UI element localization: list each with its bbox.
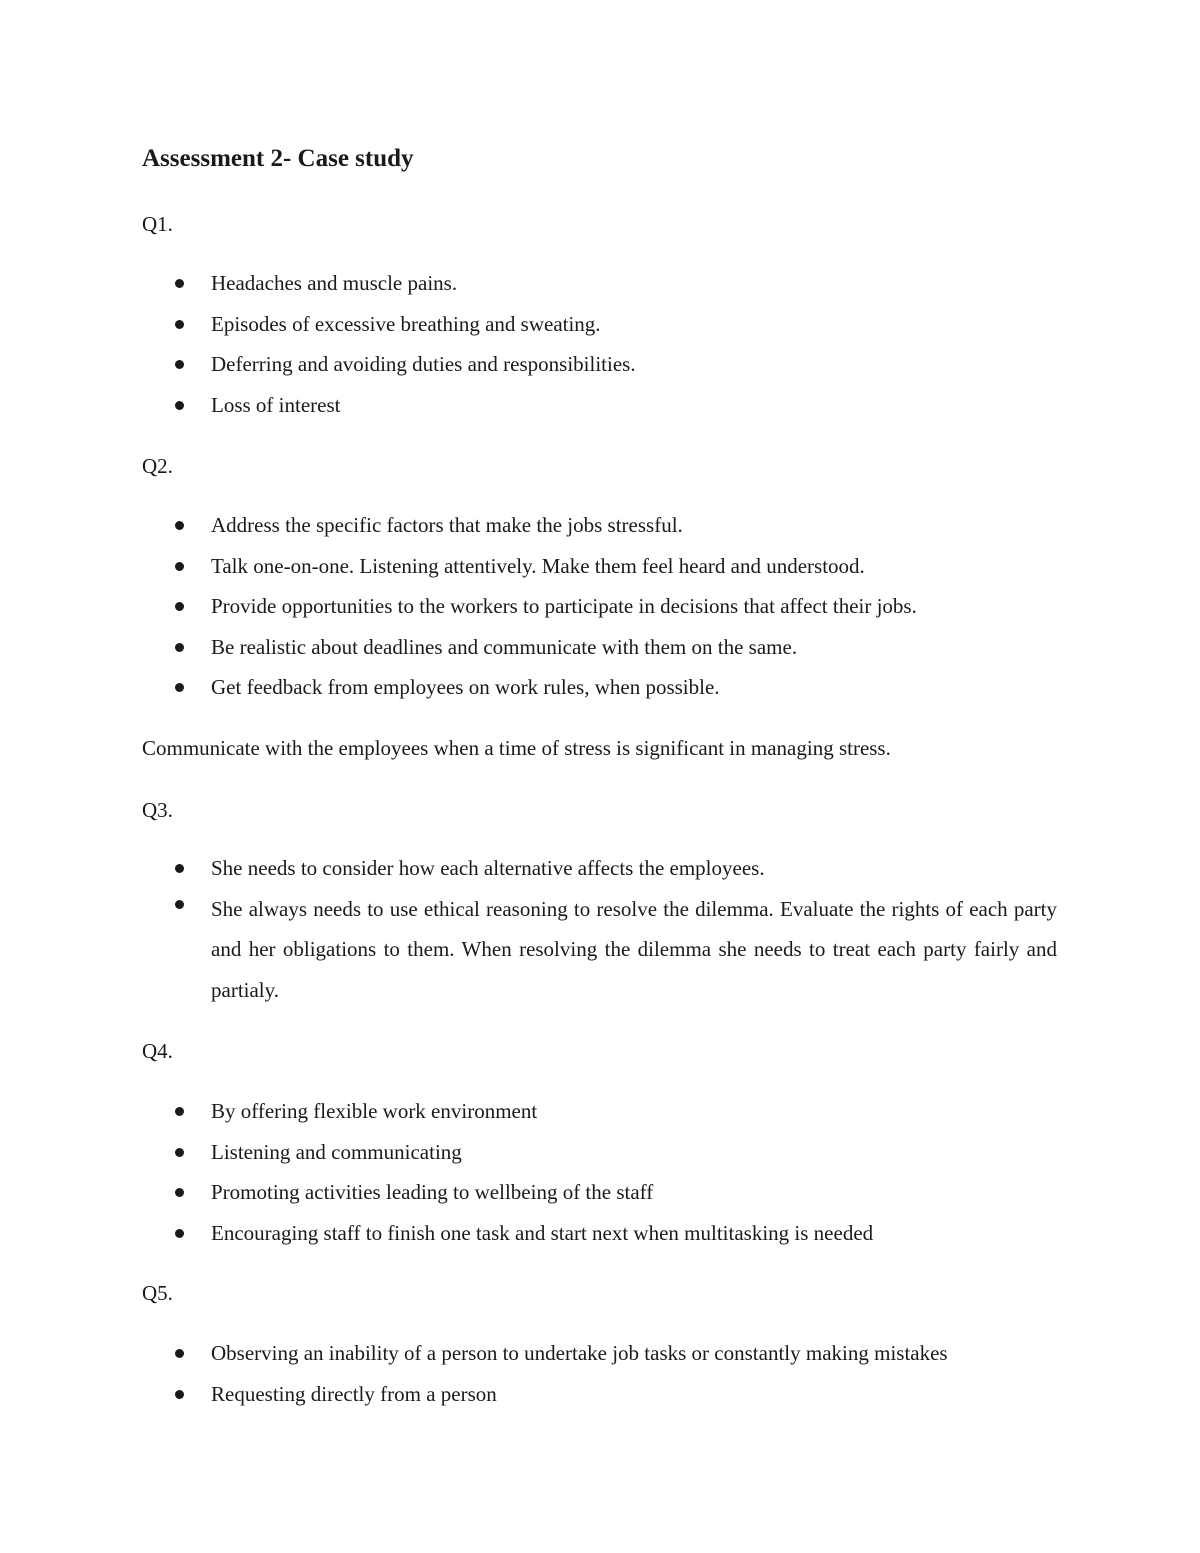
list-item: Encouraging staff to finish one task and start next when multitasking is needed (0, 1218, 1200, 1259)
list-item: Address the specific factors that make the jobs stressful. (0, 510, 1200, 551)
bullet-icon (175, 1229, 184, 1238)
list-item: Be realistic about deadlines and communicate with them on the same. (0, 632, 1200, 673)
answer-list-q2 (0, 510, 1200, 713)
list-item: Observing an inability of a person to undertake job tasks or constantly making mistakes (0, 1338, 1200, 1379)
list-item: She always needs to use ethical reasoning to resolve the dilemma. Evaluate the rights of each party and her obligations to them. When resolving the dilemma she needs to treat each party fairly and partialy. (0, 889, 1200, 1011)
question-label-q4: Q4. (142, 1039, 173, 1063)
answer-list-q5 (0, 1338, 1200, 1419)
question-label-q2: Q2. (142, 454, 173, 478)
list-item: Deferring and avoiding duties and responsibilities. (0, 349, 1200, 390)
list-item: Promoting activities leading to wellbeing of the staff (0, 1177, 1200, 1218)
question-label-q3: Q3. (142, 798, 173, 822)
list-item: Get feedback from employees on work rules, when possible. (0, 672, 1200, 713)
answer-list-q1 (0, 268, 1200, 430)
bullet-icon (175, 1148, 184, 1157)
list-item: Provide opportunities to the workers to participate in decisions that affect their jobs. (0, 591, 1200, 632)
bullet-icon (175, 279, 184, 288)
bullet-icon (175, 1349, 184, 1358)
bullet-icon (175, 864, 184, 873)
list-item: Loss of interest (0, 390, 1200, 431)
list-item: Headaches and muscle pains. (0, 268, 1200, 309)
bullet-icon (175, 1390, 184, 1399)
bullet-icon (175, 360, 184, 369)
list-item: Episodes of excessive breathing and sweating. (0, 309, 1200, 350)
bullet-icon (175, 602, 184, 611)
list-item: By offering flexible work environment (0, 1096, 1200, 1137)
bullet-icon (175, 562, 184, 571)
list-item: Listening and communicating (0, 1137, 1200, 1178)
document-title: Assessment 2- Case study (142, 145, 414, 172)
bullet-icon (175, 320, 184, 329)
bullet-icon (175, 643, 184, 652)
question-label-q1: Q1. (142, 212, 173, 236)
answer-list-q3 (0, 853, 1200, 1010)
list-item: Requesting directly from a person (0, 1379, 1200, 1420)
q2-note-paragraph: Communicate with the employees when a time of stress is significant in managing stress. (142, 736, 891, 760)
list-item: She needs to consider how each alternative affects the employees. (0, 853, 1200, 894)
bullet-icon (175, 1188, 184, 1197)
list-item: Talk one-on-one. Listening attentively. Make them feel heard and understood. (0, 551, 1200, 592)
bullet-icon (175, 1107, 184, 1116)
answer-list-q4 (0, 1096, 1200, 1258)
bullet-icon (175, 683, 184, 692)
bullet-icon (175, 401, 184, 410)
question-label-q5: Q5. (142, 1281, 173, 1305)
bullet-icon (175, 900, 184, 909)
bullet-icon (175, 521, 184, 530)
